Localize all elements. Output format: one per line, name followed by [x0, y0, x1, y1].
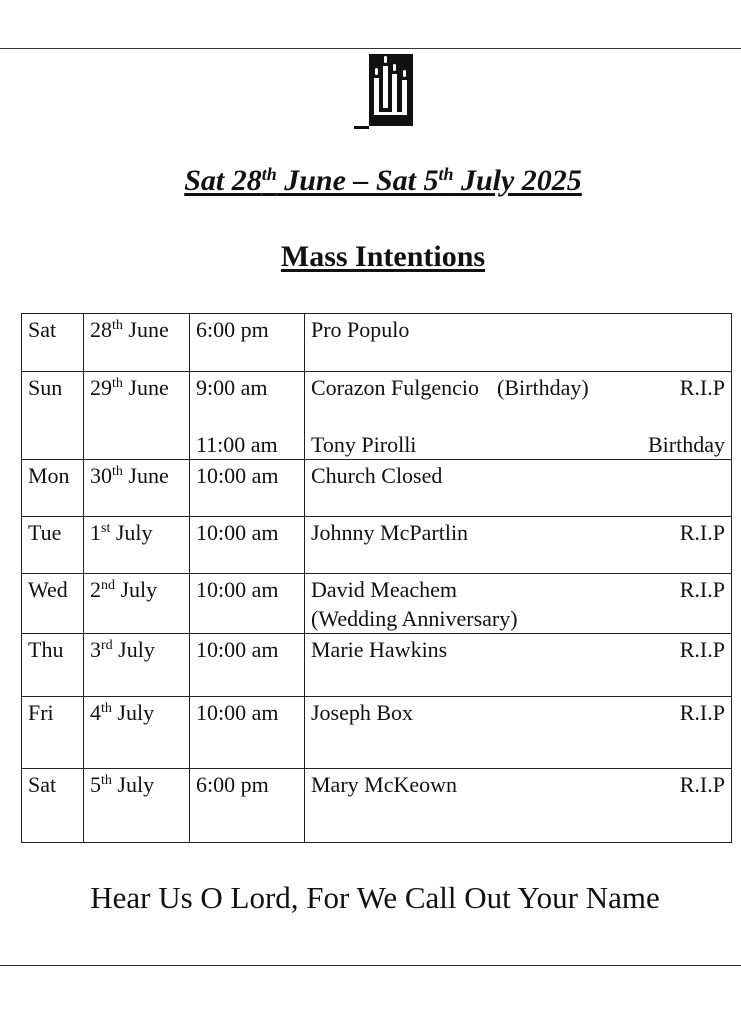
day-cell: Sat	[22, 314, 84, 372]
intention-name: Johnny McPartlin	[311, 520, 469, 545]
time-cell: 6:00 pm	[190, 314, 305, 372]
table-row	[22, 697, 732, 769]
day-cell: Sun	[22, 372, 84, 460]
date-cell: 4th July	[84, 697, 190, 769]
table-row	[22, 769, 732, 843]
table-row	[22, 634, 732, 697]
date-cell: 30th June	[84, 460, 190, 517]
day-cell: Wed	[22, 574, 84, 634]
time-cell: 6:00 pm	[190, 769, 305, 843]
day-cell: Fri	[22, 697, 84, 769]
intention-cell	[305, 517, 732, 574]
intention-name: David Meachem	[311, 577, 457, 602]
date-cell: 3rd July	[84, 634, 190, 697]
intention-cell	[305, 769, 732, 843]
intention-detail: (Wedding Anniversary)	[311, 606, 518, 631]
date-cell: 2nd July	[84, 574, 190, 634]
top-rule	[0, 48, 741, 49]
time-cell: 10:00 am	[190, 574, 305, 634]
intention-cell	[305, 314, 732, 372]
intention-name: Mary McKeown	[311, 772, 458, 797]
date-cell: 1st July	[84, 517, 190, 574]
intention-name: Marie Hawkins	[311, 637, 448, 662]
intention-suffix: R.I.P	[679, 577, 725, 602]
table-row	[22, 372, 732, 460]
intention-name: Pro Populo	[311, 317, 410, 342]
time-cell: 10:00 am	[190, 517, 305, 574]
mass-intentions-table	[21, 313, 732, 843]
time-first: 9:00 am	[196, 375, 268, 400]
day-cell: Thu	[22, 634, 84, 697]
day-cell: Mon	[22, 460, 84, 517]
intention-suffix: R.I.P	[679, 520, 725, 545]
intention-suffix: R.I.P	[679, 772, 725, 797]
intention-suffix: R.I.P	[679, 375, 725, 400]
date-cell: 28th June	[84, 314, 190, 372]
table-row	[22, 574, 732, 634]
intention-cell	[305, 697, 732, 769]
intention-cell	[305, 372, 732, 460]
time-cell: 10:00 am	[190, 697, 305, 769]
section-title: Mass Intentions	[280, 240, 486, 273]
intention-name: Tony Pirolli	[311, 432, 417, 457]
time-cell: 10:00 am	[190, 634, 305, 697]
intention-suffix: Birthday	[648, 432, 725, 457]
table-row	[22, 314, 732, 372]
footer-prayer: Hear Us O Lord, For We Call Out Your Name	[90, 880, 660, 915]
time-cell: 10:00 am	[190, 460, 305, 517]
intention-note: (Birthday)	[497, 375, 589, 400]
table-row	[22, 460, 732, 517]
bottom-rule	[0, 965, 741, 966]
date-range-heading: Sat 28th June – Sat 5th July 2025	[184, 164, 582, 197]
time-cell	[190, 372, 305, 460]
intention-suffix: R.I.P	[679, 637, 725, 662]
intention-name: Joseph Box	[311, 700, 414, 725]
intention-name: Corazon Fulgencio	[311, 375, 480, 400]
intention-name: Church Closed	[311, 463, 443, 488]
intention-suffix: R.I.P	[679, 700, 725, 725]
intention-cell	[305, 574, 732, 634]
day-cell: Tue	[22, 517, 84, 574]
date-cell: 29th June	[84, 372, 190, 460]
time-second: 11:00 am	[196, 432, 278, 457]
intention-cell	[305, 634, 732, 697]
intention-cell	[305, 460, 732, 517]
table-row	[22, 517, 732, 574]
date-cell: 5th July	[84, 769, 190, 843]
candles-logo-icon	[352, 50, 416, 132]
day-cell: Sat	[22, 769, 84, 843]
